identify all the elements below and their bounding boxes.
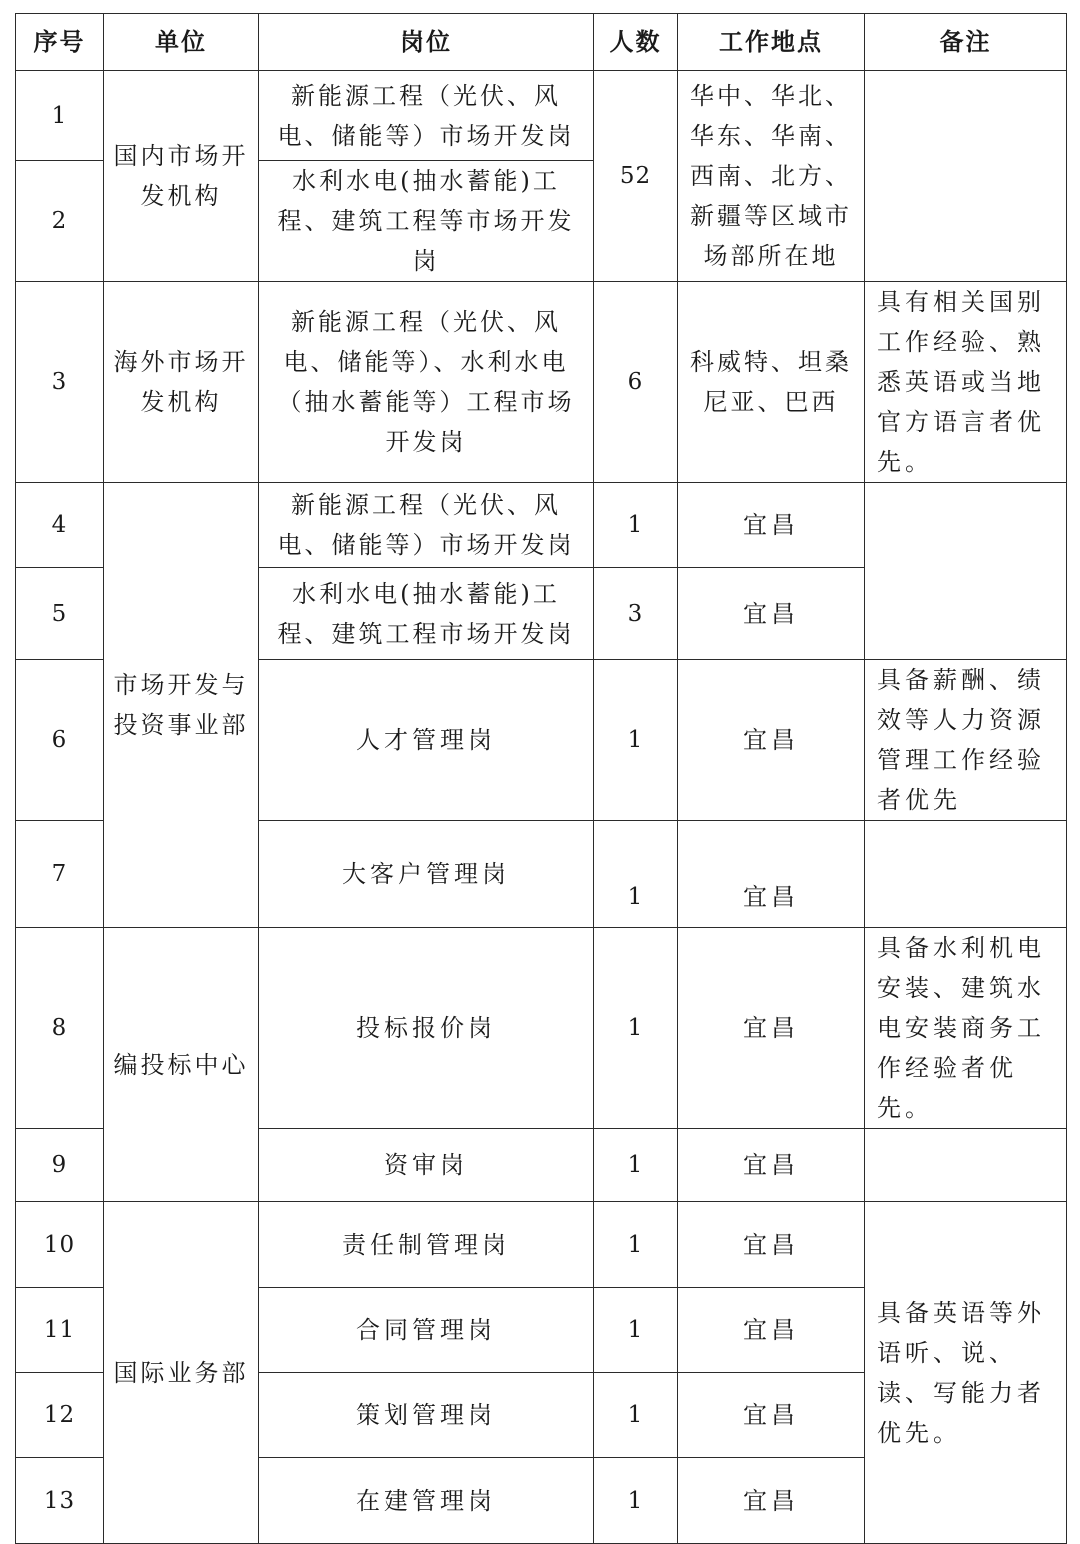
location-cell: 宜昌: [678, 568, 865, 660]
remark-cell: [865, 71, 1067, 282]
seq-cell: 7: [16, 821, 104, 928]
remark-cell: [865, 1129, 1067, 1202]
header-count: 人数: [594, 14, 678, 71]
remark-cell: 具备英语等外语听、说、读、写能力者优先。: [865, 1202, 1067, 1544]
unit-cell: 编投标中心: [104, 928, 259, 1202]
count-cell: 1: [594, 1373, 678, 1458]
unit-cell: 海外市场开发机构: [104, 282, 259, 483]
seq-cell: 10: [16, 1202, 104, 1288]
table-row: [16, 483, 1067, 568]
location-cell: 宜昌: [678, 1129, 865, 1202]
header-seq: 序号: [16, 14, 104, 71]
seq-cell: 11: [16, 1288, 104, 1373]
post-cell: 水利水电(抽水蓄能)工程、建筑工程等市场开发岗: [259, 161, 594, 282]
table-row: [16, 71, 1067, 161]
count-cell: 1: [594, 1288, 678, 1373]
count-cell: 3: [594, 568, 678, 660]
count-cell: 52: [594, 71, 678, 282]
post-cell: 水利水电(抽水蓄能)工程、建筑工程市场开发岗: [259, 568, 594, 660]
seq-cell: 6: [16, 660, 104, 821]
count-cell: 1: [594, 1129, 678, 1202]
post-cell: 在建管理岗: [259, 1458, 594, 1544]
unit-cell: 国际业务部: [104, 1202, 259, 1544]
seq-cell: 2: [16, 161, 104, 282]
post-cell: 合同管理岗: [259, 1288, 594, 1373]
count-cell: 1: [594, 821, 678, 928]
seq-cell: 5: [16, 568, 104, 660]
header-post: 岗位: [259, 14, 594, 71]
location-cell: 宜昌: [678, 1458, 865, 1544]
post-cell: 策划管理岗: [259, 1373, 594, 1458]
post-cell: 责任制管理岗: [259, 1202, 594, 1288]
table-header-row: [16, 14, 1067, 71]
table-row: [16, 1202, 1067, 1288]
count-cell: 1: [594, 660, 678, 821]
post-cell: 新能源工程（光伏、风电、储能等）市场开发岗: [259, 71, 594, 161]
location-cell: 宜昌: [678, 821, 865, 928]
location-cell: 宜昌: [678, 660, 865, 821]
count-cell: 6: [594, 282, 678, 483]
remark-cell: [865, 821, 1067, 928]
location-cell: 宜昌: [678, 483, 865, 568]
post-cell: 大客户管理岗: [259, 821, 594, 928]
header-unit: 单位: [104, 14, 259, 71]
count-cell: 1: [594, 1202, 678, 1288]
post-cell: 新能源工程（光伏、风电、储能等）、水利水电（抽水蓄能等）工程市场开发岗: [259, 282, 594, 483]
count-cell: 1: [594, 928, 678, 1129]
post-cell: 资审岗: [259, 1129, 594, 1202]
location-cell: 华中、华北、华东、华南、西南、北方、新疆等区域市场部所在地: [678, 71, 865, 282]
unit-cell: 市场开发与投资事业部: [104, 483, 259, 928]
post-cell: 人才管理岗: [259, 660, 594, 821]
seq-cell: 1: [16, 71, 104, 161]
seq-cell: 13: [16, 1458, 104, 1544]
remark-cell: 具有相关国别工作经验、熟悉英语或当地官方语言者优先。: [865, 282, 1067, 483]
table-row: [16, 928, 1067, 1129]
seq-cell: 4: [16, 483, 104, 568]
location-cell: 宜昌: [678, 1202, 865, 1288]
location-cell: 宜昌: [678, 1288, 865, 1373]
seq-cell: 8: [16, 928, 104, 1129]
post-cell: 投标报价岗: [259, 928, 594, 1129]
count-cell: 1: [594, 1458, 678, 1544]
remark-cell: [865, 483, 1067, 660]
unit-cell: 国内市场开发机构: [104, 71, 259, 282]
recruitment-table: [15, 13, 1067, 1544]
seq-cell: 12: [16, 1373, 104, 1458]
header-location: 工作地点: [678, 14, 865, 71]
header-remark: 备注: [865, 14, 1067, 71]
location-cell: 科威特、坦桑尼亚、巴西: [678, 282, 865, 483]
remark-cell: 具备薪酬、绩效等人力资源管理工作经验者优先: [865, 660, 1067, 821]
count-cell: 1: [594, 483, 678, 568]
table-row: [16, 282, 1067, 483]
location-cell: 宜昌: [678, 1373, 865, 1458]
seq-cell: 9: [16, 1129, 104, 1202]
post-cell: 新能源工程（光伏、风电、储能等）市场开发岗: [259, 483, 594, 568]
seq-cell: 3: [16, 282, 104, 483]
location-cell: 宜昌: [678, 928, 865, 1129]
remark-cell: 具备水利机电安装、建筑水电安装商务工作经验者优先。: [865, 928, 1067, 1129]
